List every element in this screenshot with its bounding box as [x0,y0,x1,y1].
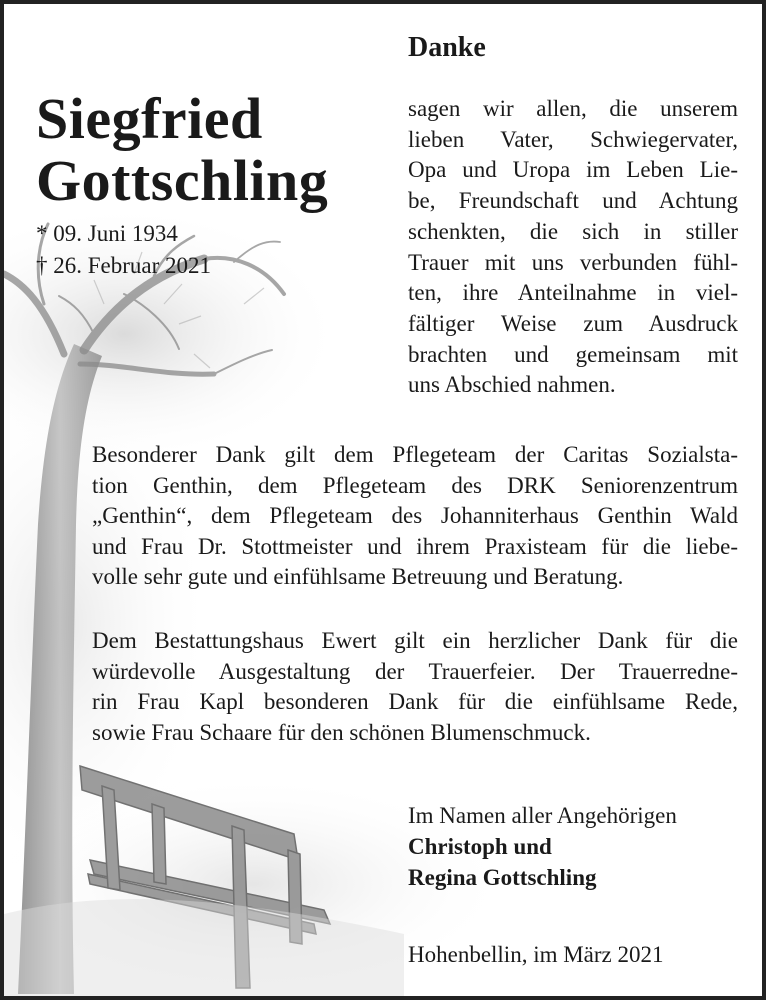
funeral-thanks-paragraph [92,626,738,748]
signature-names-line2: Regina Gottschling [408,865,597,890]
text-line: lieben Vater, Schwiegervater, [408,126,738,152]
text-line: rin Frau Kapl besonderen Dank für die einfühlsame Rede, [92,689,738,714]
text-line: Besonderer Dank gilt dem Pflegeteam der Caritas Sozialsta- [92,442,738,467]
text-line: sagen wir allen, die unserem [408,96,738,121]
text-line: be, Freundschaft und Achtung [408,188,738,214]
text-line: fältiger Weise zum Ausdruck [408,310,738,336]
signature-names-line1: Christoph und [408,834,552,859]
text-line: uns Abschied nahmen. [408,372,616,398]
death-date: † 26. Februar 2021 [36,253,212,278]
birth-date: * 09. Juni 1934 [36,221,178,246]
text-line: würdevolle Ausgestaltung der Trauerfeier. Der Trauerredne- [92,658,738,684]
signature-intro: Im Namen aller Angehörigen [408,803,677,828]
deceased-first-name: Siegfried [36,86,263,151]
text-line: ten, ihre Anteilnahme in viel- [408,280,738,306]
text-line: tion Genthin, dem Pflegeteam des DRK Seniorenzentrum [92,472,738,498]
text-line: und Frau Dr. Stottmeister und ihrem Praxisteam für die liebe- [92,533,738,559]
text-line: sowie Frau Schaare für den schönen Blumenschmuck. [92,719,591,745]
deceased-last-name: Gottschling [36,148,329,213]
text-line: schenkten, die sich in stiller [408,218,738,244]
text-line: Trauer mit uns verbunden fühl- [408,249,738,275]
text-line: brachten und gemeinsam mit [408,341,738,367]
text-line: volle sehr gute und einfühlsame Betreuung und Beratung. [92,564,624,589]
text-line: Dem Bestattungshaus Ewert gilt ein herzlicher Dank für die [92,628,738,653]
deceased-name [36,88,328,212]
life-dates [36,218,211,282]
thanks-intro [408,94,738,401]
special-thanks-paragraph [92,440,738,593]
heading-danke: Danke [408,32,486,63]
text-line: Opa und Uropa im Leben Lie- [408,157,738,183]
place-and-date: Hohenbellin, im März 2021 [408,942,664,967]
text-line: „Genthin“, dem Pflegeteam des Johanniterhaus Genthin Wald [92,503,738,528]
signature-block [408,800,677,893]
